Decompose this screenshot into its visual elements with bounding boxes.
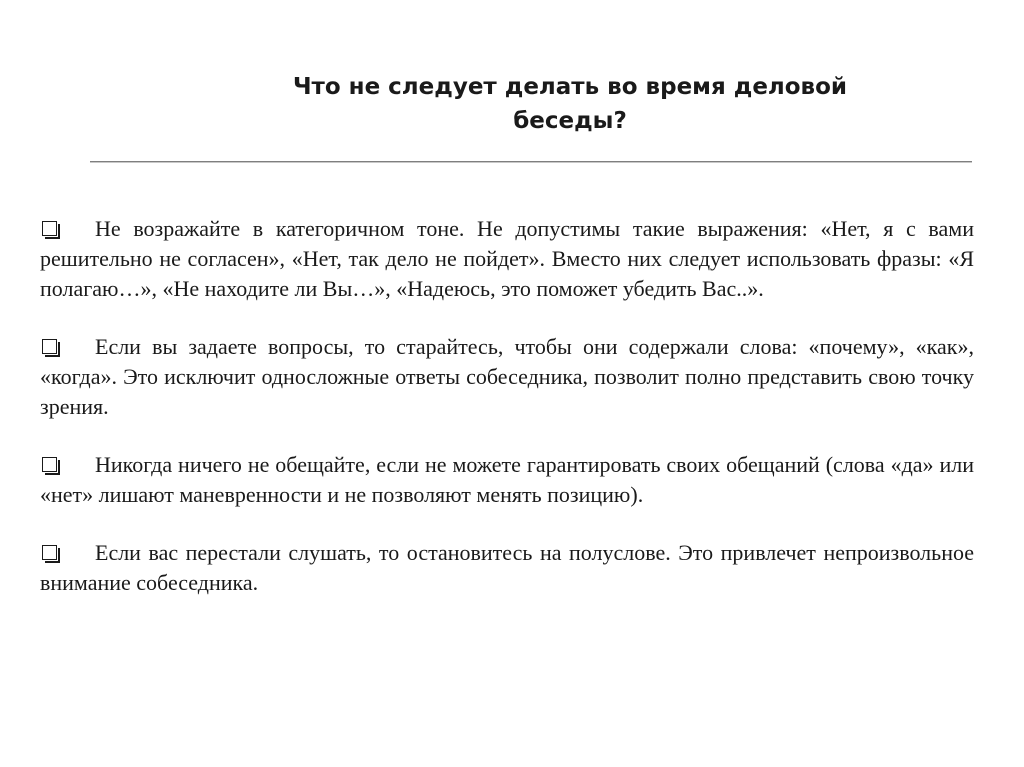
list-item	[40, 538, 974, 598]
title-line-2: беседы?	[513, 108, 627, 134]
page-title	[190, 70, 950, 138]
checkbox-icon	[42, 457, 57, 472]
title-divider	[90, 161, 972, 163]
title-line-1: Что не следует делать во время деловой	[292, 74, 848, 100]
list-item-text: Если вас перестали слушать, то остановитесь на полуслове. Это привлечет непроизвольное внимание собеседника.	[40, 540, 974, 595]
list-item	[40, 332, 974, 422]
checkbox-icon	[42, 221, 57, 236]
checkbox-icon	[42, 339, 57, 354]
bullet-list	[40, 214, 974, 626]
list-item-text: Если вы задаете вопросы, то старайтесь, чтобы они содержали слова: «почему», «как», «когда». Это исключит односложные ответы собеседника, позволит полно представить свою точку зрения.	[40, 334, 974, 419]
list-item	[40, 450, 974, 510]
list-item-text: Не возражайте в категоричном тоне. Не допустимы такие выражения: «Нет, я с вами решительно не согласен», «Нет, так дело не пойдет». Вместо них следует использовать фразы: «Я полагаю…», «Не находите ли Вы…», «Надеюсь, это поможет убедить Вас..».	[40, 216, 974, 301]
list-item-text: Никогда ничего не обещайте, если не можете гарантировать своих обещаний (слова «да» или «нет» лишают маневренности и не позволяют менять позицию).	[40, 452, 974, 507]
checkbox-icon	[42, 545, 57, 560]
list-item	[40, 214, 974, 304]
